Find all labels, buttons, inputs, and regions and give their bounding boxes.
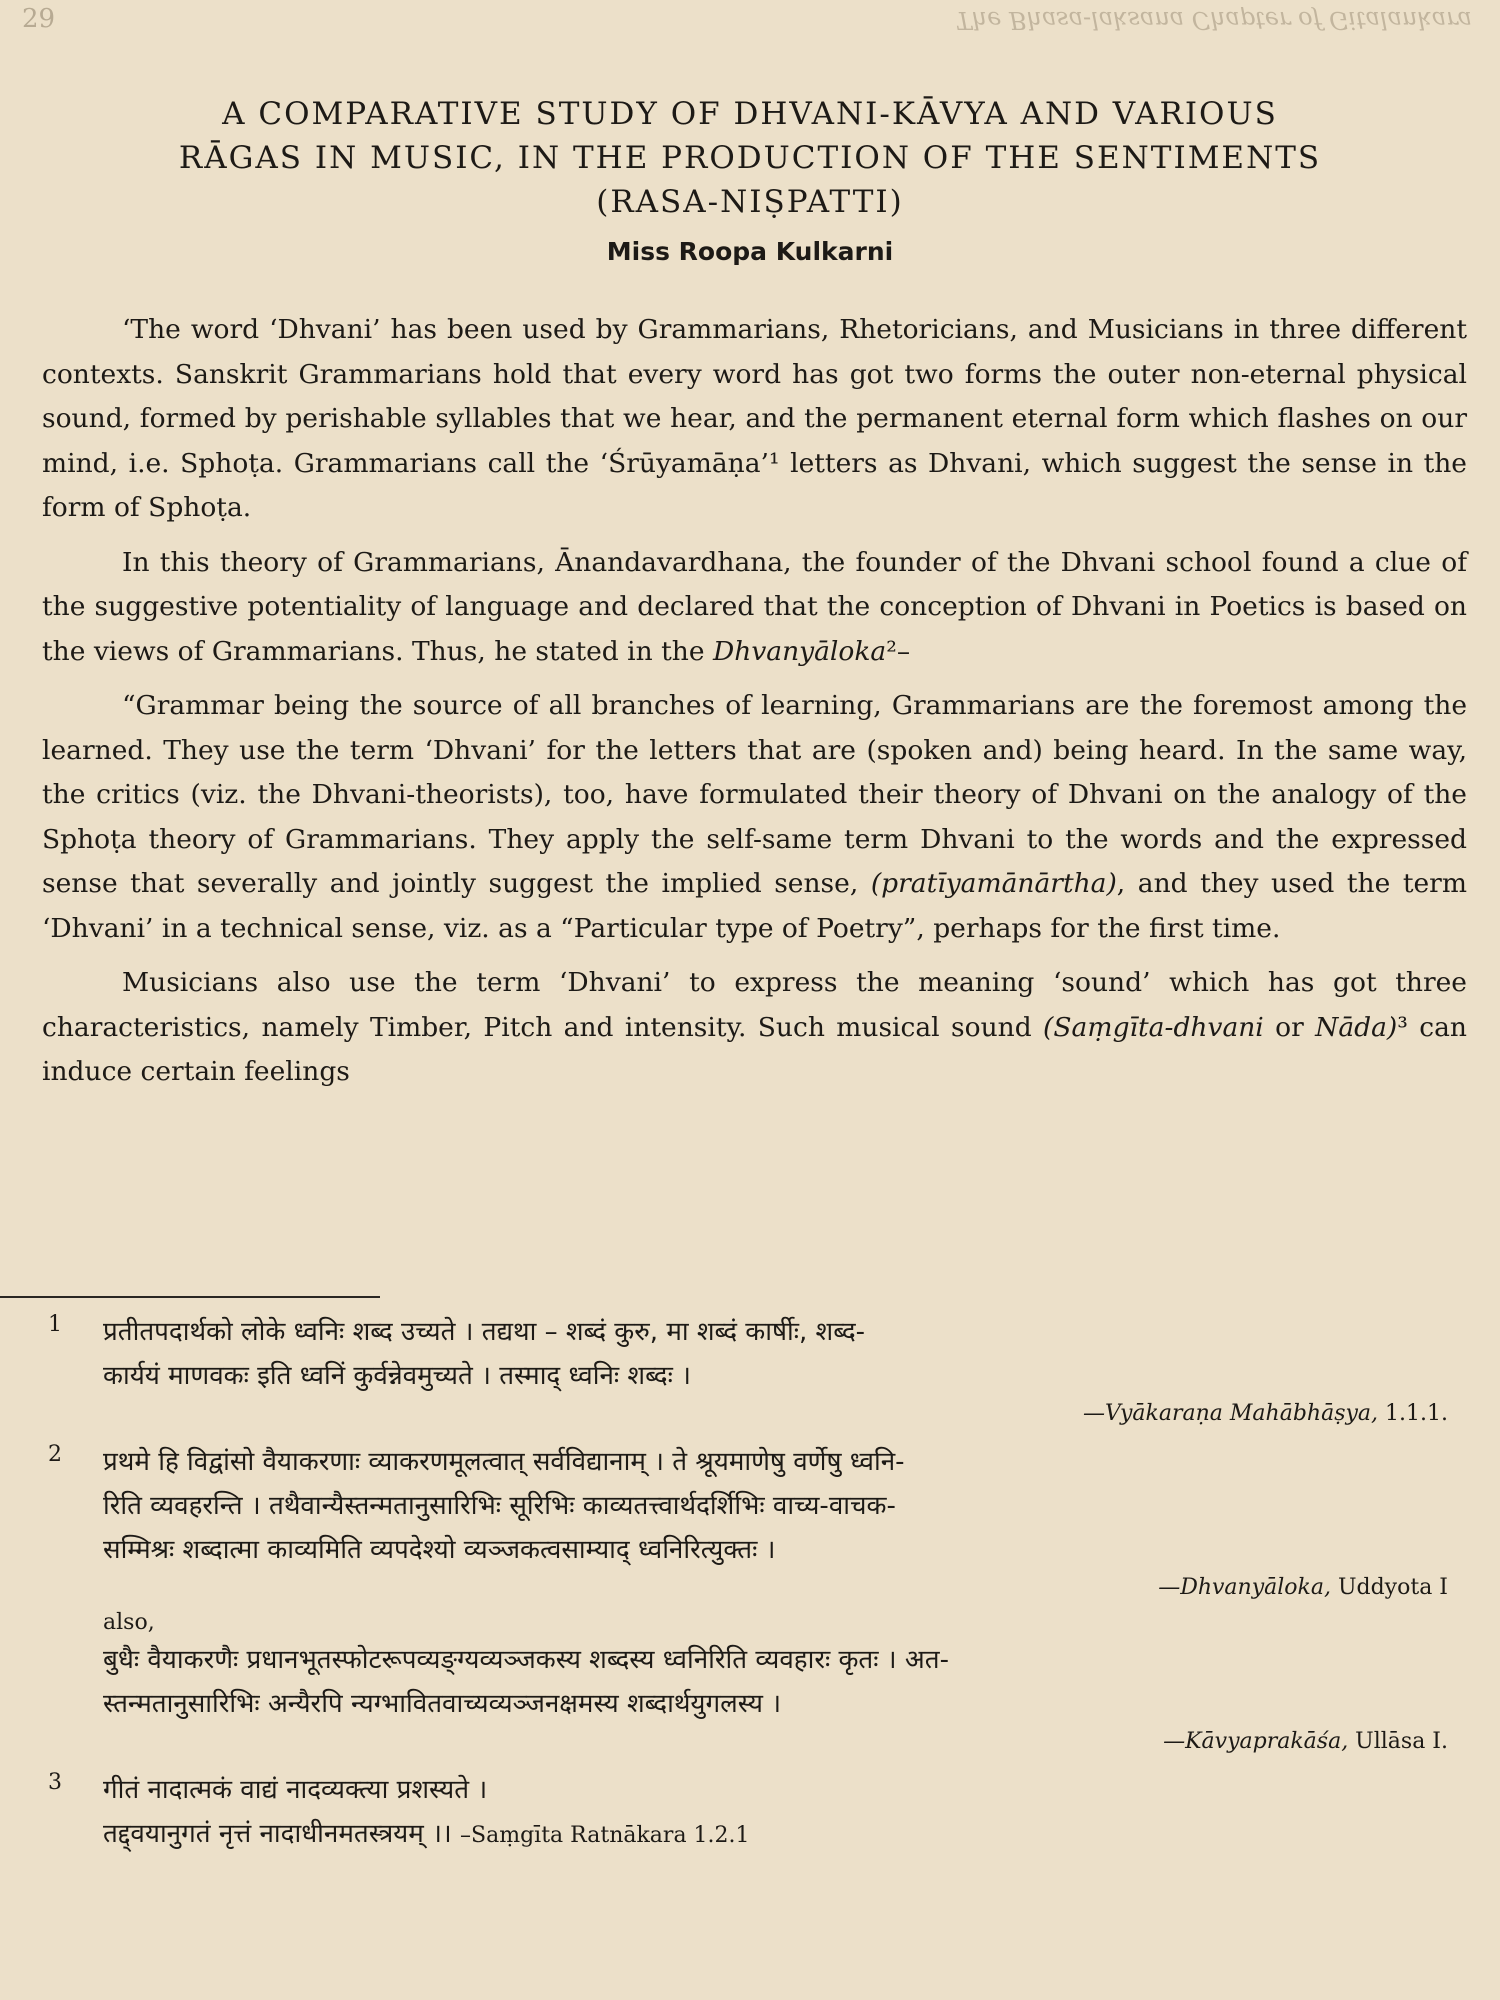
paragraph-4-text: Musicians also use the term ‘Dhvani’ to express the meaning ‘sound’ which has got three characteristics, namely Timber, Pitch and intensity. Such musical sound <box>42 967 1467 1043</box>
title-line-1: A COMPARATIVE STUDY OF DHVANI-KĀVYA AND VARIOUS <box>222 96 1278 132</box>
samgita-dhvani-term: (Saṃgīta-dhvani <box>1043 1011 1264 1043</box>
paragraph-2-text: In this theory of Grammarians, Ānandavardhana, the founder of the Dhvani school found a clue of the suggestive potentiality of language and declared that the conception of Dhvani in Poetics is based on the views of Grammarians. Thus, he stated in the <box>42 546 1467 667</box>
article-body <box>42 308 1467 1105</box>
paragraph-2-end: ²– <box>886 635 911 667</box>
footnote-2-line-3: सम्मिश्रः शब्दात्मा काव्यमिति व्यपदेश्यो व्यञ्जकत्वसाम्याद् ध्वनिरित्युक्तः । <box>103 1535 776 1565</box>
footnote-divider <box>0 1296 380 1298</box>
footnote-3 <box>48 1768 1458 1858</box>
footnote-1 <box>48 1310 1458 1430</box>
footnote-2-line-1: प्रथमे हि विद्वांसो वैयाकरणाः व्याकरणमूलत्वात् सर्वविद्यानाम् । ते श्रूयमाणेषु वर्णेषु ध्वनि- <box>103 1447 905 1477</box>
footnotes <box>48 1310 1458 1868</box>
footnote-2-source-2-ref: Ullāsa I. <box>1348 1729 1448 1754</box>
footnote-2-number: 2 <box>48 1442 62 1467</box>
footnote-3-line-2-text: तद्द्वयानुगतं नृत्तं नादाधीनमतस्त्रयम् ।। <box>103 1819 452 1849</box>
footnote-2-source-1 <box>103 1572 1458 1604</box>
footnote-3-number: 3 <box>48 1770 62 1795</box>
pratiyamanartha-term: (pratīyamānārtha) <box>870 868 1117 899</box>
page-number: 29 <box>22 4 56 34</box>
paragraph-2 <box>42 541 1467 675</box>
running-head-bleed: The Bhasa-laksana Chapter of Gitalankara <box>955 6 1472 34</box>
paragraph-4 <box>42 961 1467 1095</box>
footnote-2-also: also, <box>103 1610 155 1635</box>
footnote-3-source: –Saṃgīta Ratnākara 1.2.1 <box>460 1823 750 1848</box>
footnote-1-line-2: कार्ययं माणवकः इति ध्वनिं कुर्वन्नेवमुच्यते । तस्माद् ध्वनिः शब्दः । <box>103 1361 691 1391</box>
paragraph-1 <box>42 308 1467 531</box>
footnote-2-source-2-title: —Kāvyaprakāśa, <box>1163 1729 1349 1754</box>
footnote-3-line-2 <box>103 1812 1458 1858</box>
title-line-3: (RASA-NIṢPATTI) <box>596 184 904 220</box>
footnote-2-line-5: स्तन्मतानुसारिभिः अन्यैरपि न्यग्भावितवाच्यव्यञ्जनक्षमस्य शब्दार्थयुगलस्य । <box>103 1689 782 1719</box>
footnote-1-number: 1 <box>48 1312 62 1337</box>
footnote-2 <box>48 1440 1458 1758</box>
author-name: Miss Roopa Kulkarni <box>606 237 894 266</box>
dhvanyaloka-title: Dhvanyāloka <box>713 635 887 667</box>
footnote-2-line-2: रिति व्यवहरन्ति । तथैवान्यैस्तन्मतानुसारिभिः सूरिभिः काव्यतत्त्वार्थदर्शिभिः वाच्य-वाचक- <box>103 1491 896 1521</box>
nada-term: Nāda) <box>1315 1011 1398 1043</box>
paragraph-3-end: , and they used the term ‘Dhvani’ in a technical sense, viz. as a “Particular type of Poetry”, perhaps for the first time. <box>42 868 1467 944</box>
title-line-2: RĀGAS IN MUSIC, IN THE PRODUCTION OF THE SENTIMENTS <box>178 140 1322 176</box>
footnote-2-source-2 <box>103 1726 1458 1758</box>
footnote-1-line-1: प्रतीतपदार्थको लोके ध्वनिः शब्द उच्यते । तद्यथा – शब्दं कुरु, मा शब्दं कार्षीः, शब्द- <box>103 1317 866 1347</box>
footnote-1-source <box>103 1398 1458 1430</box>
paragraph-1-text: ‘The word ‘Dhvani’ has been used by Grammarians, Rhetoricians, and Musicians in three different contexts. Sanskrit Grammarians hold that every word has got two forms the outer non-eternal physical sound, formed by perishable syllables that we hear, and the permanent eternal form which flashes on our mind, i.e. Sphoṭa. Grammarians call the ‘Śrūyamāṇa’¹ letters as Dhvani, which suggest the sense in the form of Sphoṭa. <box>42 314 1467 523</box>
footnote-3-line-1: गीतं नादात्मकं वाद्यं नादव्यक्त्या प्रशस्यते । <box>103 1775 488 1805</box>
footnote-2-source-1-title: —Dhvanyāloka, <box>1158 1575 1331 1600</box>
paragraph-3-text: “Grammar being the source of all branches of learning, Grammarians are the foremost among the learned. They use the term ‘Dhvani’ for the letters that are (spoken and) being heard. In the same way, the critics (viz. the Dhvani-theorists), too, have formulated their theory of Dhvani on the analogy of the Sphoṭa theory of Grammarians. They apply the self-same term Dhvani to the words and the expressed sense that severally and jointly suggest the implied sense, <box>42 690 1467 899</box>
footnote-2-source-1-ref: Uddyota I <box>1330 1575 1448 1600</box>
footnote-1-source-title: —Vyākaraṇa Mahābhāṣya, <box>1083 1401 1379 1426</box>
footnote-2-line-4: बुधैः वैयाकरणैः प्रधानभूतस्फोटरूपव्यङ्ग्यव्यञ्जकस्य शब्दस्य ध्वनिरिति व्यवहारः कृतः । अत- <box>103 1645 949 1675</box>
paragraph-4-end: ³ can induce certain feelings <box>42 1011 1467 1087</box>
footnote-1-source-ref: 1.1.1. <box>1378 1401 1448 1426</box>
paragraph-3 <box>42 684 1467 951</box>
paragraph-4-or: or <box>1275 1011 1304 1043</box>
article-title-block <box>40 92 1460 270</box>
